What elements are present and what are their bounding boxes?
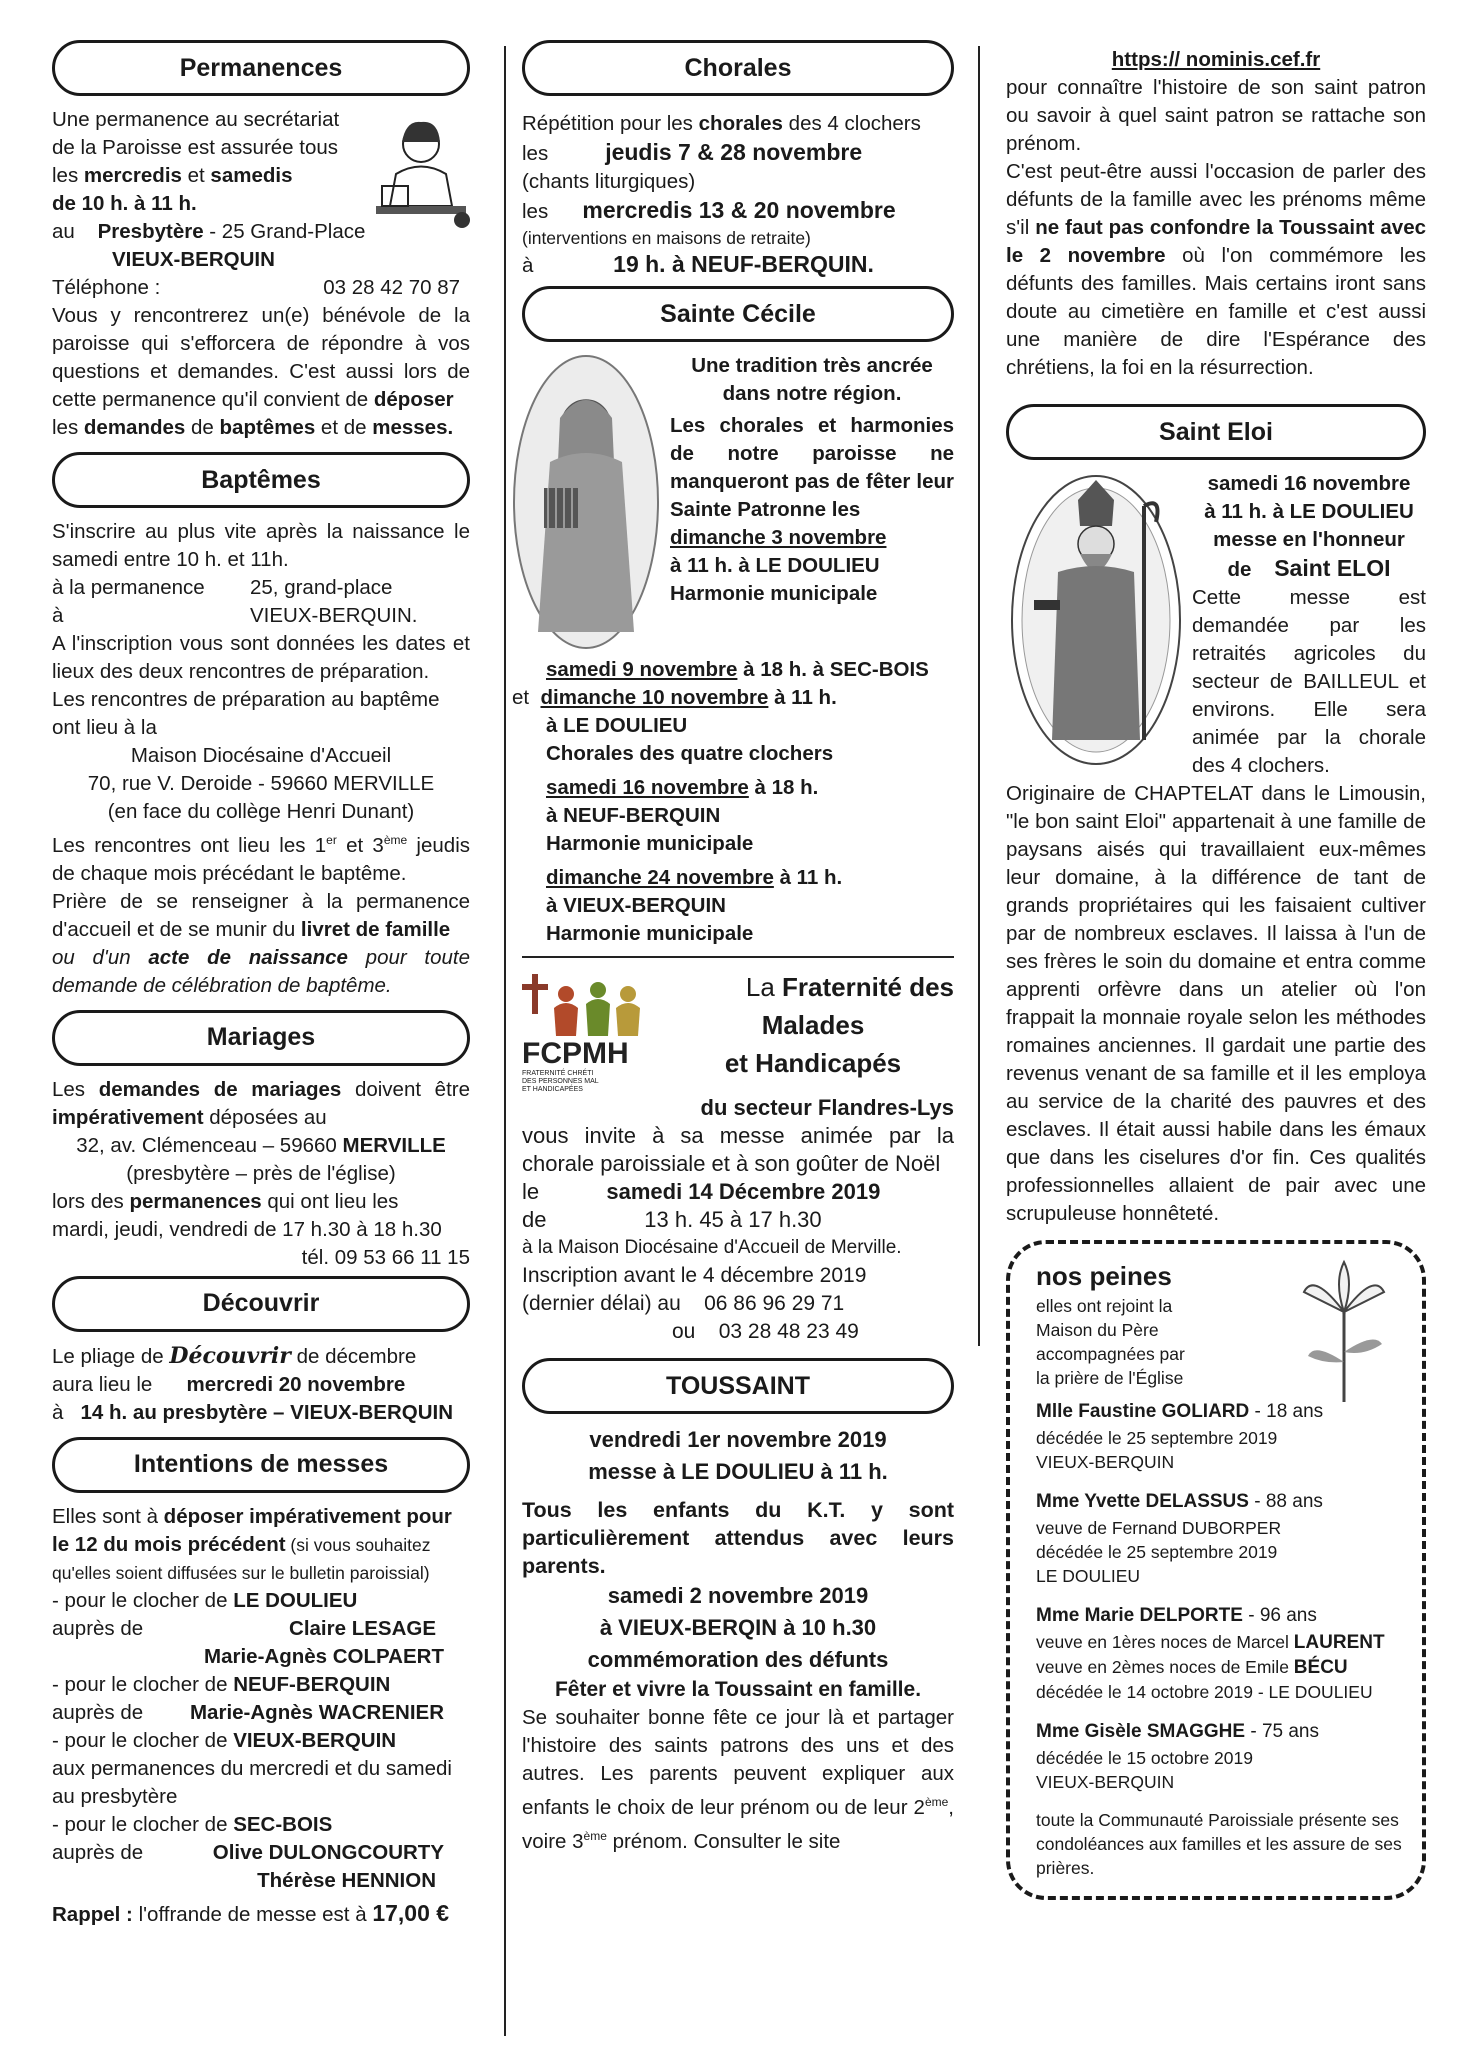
cecile-date-1-place: à 11 h. à LE DOULIEU (670, 554, 880, 577)
chorales-line-2: les jeudis 7 & 28 novembre (522, 139, 863, 165)
fcpmh-logo (522, 968, 672, 1094)
fraternite-heading-2: Malades (761, 1010, 865, 1040)
deceased-name: Mme Gisèle SMAGGHE - 75 ans (1036, 1721, 1319, 1742)
deceased-name: Mme Marie DELPORTE - 96 ans (1036, 1605, 1317, 1626)
toussaint-paragraph: Se souhaiter bonne fête ce jour là et partager l'histoire des saints patrons des uns et des autres. Les parents peuvent expliquer aux enfants le choix de leur prénom ou de leur 2ème, voire 3ème prénom. Consulter le site (522, 1706, 954, 1853)
fraternite-secteur: du secteur Flandres-Lys (700, 1095, 954, 1120)
deceased-spouse-2: veuve en 2èmes noces de Emile BÉCU (1036, 1657, 1348, 1678)
mariages-address: 32, av. Clémenceau – 59660 MERVILLE (76, 1133, 446, 1157)
nominis-paragraph: C'est peut-être aussi l'occasion de parler des défunts de la famille avec les prénoms même s'il ne faut pas confondre la Toussaint avec le 2 novembre où l'on commémore les défunts des familles. Mais certains iront sans doute au cimetière en famille et c'est aussi une manière de dire l'Espérance des chrétiens, la foi en la résurrection. (1006, 160, 1426, 379)
deceased-town: VIEUX-BERQUIN (1036, 1452, 1175, 1472)
eloi-date: samedi 16 novembre (1207, 472, 1411, 495)
deceased-date: décédée le 14 octobre 2019 - LE DOULIEU (1036, 1682, 1373, 1702)
intentions-clocher-1: - pour le clocher de LE DOULIEU (52, 1588, 358, 1612)
intentions-clocher-1-contact-1: auprès de Claire LESAGE (52, 1616, 436, 1640)
eloi-history: Originaire de CHAPTELAT dans le Limousin, "le bon saint Eloi" appartenait à une famille de paysans aisés qui travaillaient eux-mêmes leur domaine, à la différence de tant de grands propriétaires qui les faisaient cultiver par de nombreux esclaves. Il laissa à l'un de ses frères le soin du domaine et entra comme apprenti orfèvre dans un atelier où l'on frappait la monnaie royale selon les méthodes romaines anciennes. Il gardait une partie des revenus venant de sa famille et il les employa au service de la charité des pauvres et des esclaves. Il était aussi habile dans les émaux que dans les ciselures d'or fin. Ces qualités professionnelles allaient de pair avec une scrupuleuse honnêteté. (1006, 782, 1426, 1225)
fcpmh-logo-text: FCPMH (522, 1037, 629, 1070)
fraternite-lieu: à la Maison Diocésaine d'Accueil de Merville. (522, 1237, 902, 1258)
deceased-spouse-1: veuve en 1ères noces de Marcel LAURENT (1036, 1632, 1385, 1653)
baptemes-town: à VIEUX-BERQUIN. (52, 604, 418, 627)
baptemes-address: 70, rue V. Deroide - 59660 MERVILLE (87, 772, 435, 795)
fraternite-hours: de 13 h. 45 à 17 h.30 (522, 1207, 822, 1232)
cecile-event-4-group: Harmonie municipale (546, 832, 754, 855)
permanences-line-3: les mercredis et samedis (52, 164, 293, 187)
intentions-clocher-3: - pour le clocher de VIEUX-BERQUIN (52, 1728, 397, 1752)
eloi-saint: de Saint ELOI (1227, 555, 1391, 581)
deceased-entry (1036, 1718, 1408, 1794)
baptemes-documents: Prière de se renseigner à la permanence d'accueil et de se munir du livret de famille (52, 889, 470, 941)
fcpmh-logo-figures (522, 968, 662, 1038)
deceased-date: décédée le 15 octobre 2019 (1036, 1748, 1253, 1768)
deceased-spouse: veuve de Fernand DUBORPER (1036, 1518, 1282, 1538)
mariages-permanences: lors des permanences qui ont lieu les (52, 1189, 399, 1213)
section-title-sainte-cecile: Sainte Cécile (522, 286, 954, 342)
permanences-phone: Téléphone : 03 28 42 70 87 (52, 276, 460, 299)
baptemes-rencontres: Les rencontres de préparation au baptême ont lieu à la (52, 688, 440, 739)
intentions-clocher-3-info: aux permanences du mercredi et du samedi au presbytère (52, 1756, 452, 1808)
baptemes-college: (en face du collège Henri Dunant) (107, 800, 415, 823)
decouvrir-logo: Découvrir (169, 1342, 291, 1369)
fraternite-heading-3: et Handicapés (724, 1048, 902, 1078)
section-title-intentions: Intentions de messes (52, 1437, 470, 1493)
chorales-line-6: à 19 h. à NEUF-BERQUIN. (522, 251, 874, 277)
cecile-description: Les chorales et harmonies de notre paroisse ne manqueront pas de fêter leur Sainte Patronne les (670, 414, 954, 521)
baptemes-dates: Les rencontres ont lieu les 1er et 3ème jeudis de chaque mois précédant le baptême. (52, 833, 470, 885)
cecile-tradition: Une tradition très ancrée dans notre région. (691, 354, 933, 405)
nos-peines-intro-1: elles ont rejoint la (1036, 1296, 1173, 1316)
fcpmh-logo-sub-3: ET HANDICAPÉES (522, 1086, 583, 1093)
toussaint-date-1: vendredi 1er novembre 2019 (589, 1427, 887, 1452)
permanences-line-1: Une permanence au secrétariat (52, 108, 340, 131)
deceased-name: Mlle Faustine GOLIARD - 18 ans (1036, 1401, 1324, 1422)
nos-peines-condoleances: toute la Communauté Paroissiale présente ses condoléances aux familles et les assure de ses prières. (1036, 1810, 1402, 1878)
cecile-event-2: samedi 9 novembre à 18 h. à SEC-BOIS (546, 658, 929, 681)
nos-peines-intro-2: Maison du Père (1036, 1320, 1159, 1340)
permanences-address: au Presbytère - 25 Grand-Place (52, 220, 366, 243)
chorales-line-3: (chants liturgiques) (522, 170, 696, 193)
deceased-town: VIEUX-BERQUIN (1036, 1772, 1175, 1792)
fraternite-block (522, 968, 954, 1094)
cecile-date-1: dimanche 3 novembre (670, 526, 887, 549)
deceased-town: LE DOULIEU (1036, 1566, 1141, 1586)
column-left (52, 40, 470, 1929)
permanences-section (52, 106, 470, 442)
deceased-date: décédée le 25 septembre 2019 (1036, 1542, 1278, 1562)
toussaint-date-2: samedi 2 novembre 2019 (607, 1583, 869, 1608)
column-divider-2 (978, 46, 980, 1346)
section-title-chorales: Chorales (522, 40, 954, 96)
toussaint-messe-2: à VIEUX-BERQIN à 10 h.30 (599, 1615, 877, 1640)
permanences-paragraph-end: les demandes de baptêmes et de messes. (52, 416, 454, 439)
intentions-clocher-4-contact-1: auprès de Olive DULONGCOURTY (52, 1840, 444, 1864)
nos-peines-title: nos peines (1036, 1261, 1172, 1291)
cecile-event-5: dimanche 24 novembre à 11 h. (546, 866, 843, 889)
toussaint-famille: Fêter et vivre la Toussaint en famille. (554, 1678, 922, 1701)
toussaint-messe-1: messe à LE DOULIEU à 11 h. (588, 1459, 888, 1484)
eloi-description: Cette messe est demandée par les retraités agricoles du secteur de BAILLEUL et environs. Elle sera animée par la chorale des 4 clochers. (1192, 586, 1426, 777)
decouvrir-line-1: Le pliage de Découvrir de décembre (52, 1342, 417, 1369)
nominis-link[interactable]: https:// nominis.cef.fr (1111, 48, 1321, 71)
nos-peines-box (1006, 1240, 1426, 1900)
cecile-date-1-group: Harmonie municipale (670, 582, 878, 605)
nos-peines-intro-4: la prière de l'Église (1036, 1368, 1184, 1388)
sainte-cecile-image (510, 352, 662, 652)
decouvrir-line-3: à 14 h. au presbytère – VIEUX-BERQUIN (52, 1400, 454, 1424)
fraternite-date: le samedi 14 Décembre 2019 (522, 1179, 881, 1204)
section-title-saint-eloi: Saint Eloi (1006, 404, 1426, 460)
cecile-event-3-place: à LE DOULIEU (546, 714, 688, 737)
column-divider-1 (504, 46, 506, 2036)
cecile-event-4-place: à NEUF-BERQUIN (546, 804, 721, 827)
saint-eloi-engraving (1006, 470, 1186, 770)
baptemes-inscription: A l'inscription vous sont données les dates et lieux des deux rencontres de préparation. (52, 632, 470, 683)
secretary-illustration (366, 114, 476, 234)
permanences-hours: de 10 h. à 11 h. (52, 192, 197, 215)
column-middle (512, 40, 954, 1856)
intentions-clocher-4: - pour le clocher de SEC-BOIS (52, 1812, 333, 1836)
deceased-name: Mme Yvette DELASSUS - 88 ans (1036, 1491, 1323, 1512)
chorales-line-1: Répétition pour les chorales des 4 clochers (522, 112, 921, 135)
column-right (1006, 40, 1426, 1900)
intentions-rappel: Rappel : l'offrande de messe est à 17,00 € (52, 1899, 450, 1926)
section-divider (522, 956, 954, 958)
section-title-permanences: Permanences (52, 40, 470, 96)
mariages-hours: mardi, jeudi, vendredi de 17 h.30 à 18 h.30 (52, 1217, 442, 1241)
mariages-presbytere: (presbytère – près de l'église) (126, 1161, 396, 1185)
baptemes-intro: S'inscrire au plus vite après la naissance le samedi entre 10 h. et 11h. (52, 520, 470, 571)
intentions-clocher-2-contact: auprès de Marie-Agnès WACRENIER (52, 1700, 444, 1724)
lily-flower-image (1284, 1252, 1404, 1402)
permanences-town: VIEUX-BERQUIN (112, 248, 275, 271)
fraternite-phone-2: ou 03 28 48 23 49 (672, 1320, 859, 1343)
section-title-mariages: Mariages (52, 1010, 470, 1066)
intentions-clocher-1-contact-2: Marie-Agnès COLPAERT (204, 1644, 444, 1668)
cecile-block (522, 352, 954, 652)
mariages-intro: Les demandes de mariages doivent être impérativement déposées au (52, 1077, 471, 1129)
cecile-event-3: et dimanche 10 novembre à 11 h. (512, 686, 837, 709)
eloi-lieu: à 11 h. à LE DOULIEU (1204, 500, 1414, 523)
eloi-messe: messe en l'honneur (1213, 528, 1405, 551)
chorales-line-5: (interventions en maisons de retraite) (522, 228, 811, 248)
fraternite-inscription: Inscription avant le 4 décembre 2019 (522, 1264, 867, 1287)
cecile-event-4: samedi 16 novembre à 18 h. (546, 776, 819, 799)
permanences-line-2: de la Paroisse est assurée tous (52, 136, 339, 159)
baptemes-documents-end: ou d'un acte de naissance pour toute demande de célébration de baptême. (52, 945, 471, 997)
fraternite-phone-1: (dernier délai) au 06 86 96 29 71 (522, 1292, 845, 1315)
baptemes-maison: Maison Diocésaine d'Accueil (130, 744, 392, 767)
toussaint-kt: Tous les enfants du K.T. y sont particulièrement attendus avec leurs parents. (522, 1498, 954, 1578)
nominis-intro: pour connaître l'histoire de son saint patron ou savoir à quel saint patron se rattache son prénom. (1006, 76, 1426, 155)
fcpmh-logo-sub-2: DES PERSONNES MAL (522, 1078, 599, 1085)
deceased-date: décédée le 25 septembre 2019 (1036, 1428, 1278, 1448)
fraternite-heading-1: La Fraternité des (745, 972, 954, 1002)
intentions-intro: Elles sont à déposer impérativement pour le 12 du mois précédent (si vous souhaitez qu'elles soient diffusées sur le bulletin paroissial) (52, 1504, 452, 1583)
fraternite-invite: vous invite à sa messe animée par la chorale paroissiale et à son goûter de Noël (522, 1123, 954, 1176)
chorales-line-4: les mercredis 13 & 20 novembre (522, 197, 896, 223)
deceased-entry (1036, 1488, 1408, 1588)
cecile-event-5-group: Harmonie municipale (546, 922, 754, 945)
cecile-event-3-group: Chorales des quatre clochers (546, 742, 834, 765)
fcpmh-logo-sub-1: FRATERNITÉ CHRÉTI (522, 1070, 594, 1077)
cecile-event-5-place: à VIEUX-BERQUIN (546, 894, 726, 917)
section-title-baptemes: Baptêmes (52, 452, 470, 508)
decouvrir-line-2: aura lieu le mercredi 20 novembre (52, 1372, 406, 1396)
baptemes-permanence: à la permanence 25, grand-place (52, 576, 393, 599)
deceased-entry (1036, 1398, 1408, 1474)
intentions-clocher-2: - pour le clocher de NEUF-BERQUIN (52, 1672, 391, 1696)
toussaint-commemoration: commémoration des défunts (587, 1647, 889, 1672)
intentions-clocher-4-contact-2: Thérèse HENNION (257, 1868, 436, 1892)
mariages-phone: tél. 09 53 66 11 15 (301, 1245, 470, 1269)
eloi-block (1006, 470, 1426, 780)
deceased-entry (1036, 1602, 1408, 1704)
nos-peines-intro-3: accompagnées par (1036, 1344, 1185, 1364)
section-title-decouvrir: Découvrir (52, 1276, 470, 1332)
permanences-paragraph: Vous y rencontrerez un(e) bénévole de la paroisse qui s'efforcera de répondre à vos questions et demandes. C'est aussi lors de cette permanence qu'il convient de déposer (52, 304, 470, 411)
section-title-toussaint: TOUSSAINT (522, 1358, 954, 1414)
